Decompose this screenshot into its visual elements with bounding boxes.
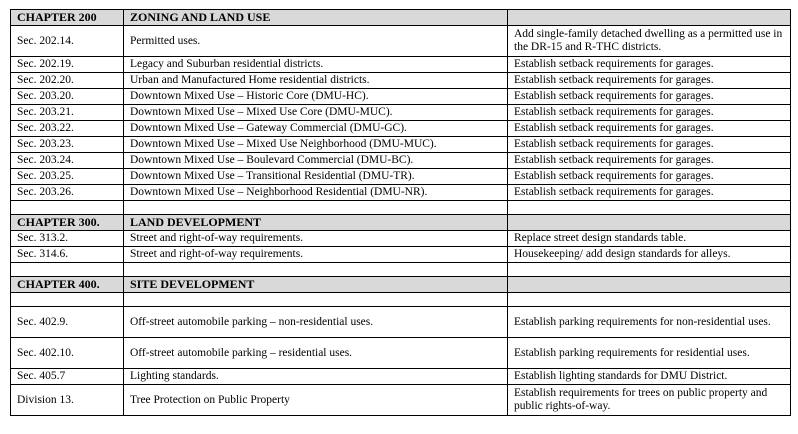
section-description: Downtown Mixed Use – Mixed Use Core (DMU-MUC). [124, 105, 508, 121]
amendment-action: Establish setback requirements for garages. [508, 185, 791, 201]
table-row [11, 185, 791, 201]
section-description: Downtown Mixed Use – Mixed Use Neighborhood (DMU-MUC). [124, 137, 508, 153]
section-description: Downtown Mixed Use – Boulevard Commercial (DMU-BC). [124, 153, 508, 169]
section-number: Sec. 203.21. [11, 105, 124, 121]
section-number: Sec. 402.10. [11, 338, 124, 369]
chapter-number: CHAPTER 300. [11, 215, 124, 231]
code-amendments-table [10, 9, 791, 416]
chapter-title: SITE DEVELOPMENT [124, 277, 508, 293]
table-row [11, 307, 791, 338]
section-number: Sec. 203.23. [11, 137, 124, 153]
table-row [11, 26, 791, 57]
table-row [11, 89, 791, 105]
section-description: Downtown Mixed Use – Neighborhood Residential (DMU-NR). [124, 185, 508, 201]
section-description: Lighting standards. [124, 369, 508, 385]
spacer-row [11, 263, 791, 277]
amendment-action: Establish setback requirements for garages. [508, 89, 791, 105]
section-number: Sec. 313.2. [11, 231, 124, 247]
section-description: Legacy and Suburban residential districts. [124, 57, 508, 73]
section-description: Tree Protection on Public Property [124, 385, 508, 416]
section-description: Permitted uses. [124, 26, 508, 57]
section-number: Sec. 202.20. [11, 73, 124, 89]
amendment-action: Establish setback requirements for garages. [508, 137, 791, 153]
section-number: Sec. 402.9. [11, 307, 124, 338]
section-number: Sec. 405.7 [11, 369, 124, 385]
table-row [11, 338, 791, 369]
amendment-action: Establish lighting standards for DMU District. [508, 369, 791, 385]
amendment-action: Establish setback requirements for garages. [508, 153, 791, 169]
section-description: Street and right-of-way requirements. [124, 247, 508, 263]
section-description: Downtown Mixed Use – Transitional Residential (DMU-TR). [124, 169, 508, 185]
section-description: Downtown Mixed Use – Historic Core (DMU-HC). [124, 89, 508, 105]
section-number: Sec. 203.20. [11, 89, 124, 105]
chapter-header-row [11, 277, 791, 293]
amendment-action: Establish requirements for trees on public property and public rights-of-way. [508, 385, 791, 416]
chapter-header-blank [508, 277, 791, 293]
amendment-action: Establish setback requirements for garages. [508, 73, 791, 89]
section-number: Sec. 203.22. [11, 121, 124, 137]
table-row [11, 73, 791, 89]
chapter-header-row [11, 10, 791, 26]
section-number: Division 13. [11, 385, 124, 416]
section-description: Urban and Manufactured Home residential districts. [124, 73, 508, 89]
section-number: Sec. 202.14. [11, 26, 124, 57]
table-row [11, 153, 791, 169]
table-row [11, 369, 791, 385]
chapter-title: ZONING AND LAND USE [124, 10, 508, 26]
table-row [11, 169, 791, 185]
table-row [11, 105, 791, 121]
table-row [11, 385, 791, 416]
amendment-action: Add single-family detached dwelling as a permitted use in the DR-15 and R-THC districts. [508, 26, 791, 57]
section-description: Downtown Mixed Use – Gateway Commercial (DMU-GC). [124, 121, 508, 137]
amendment-action: Establish setback requirements for garages. [508, 121, 791, 137]
section-description: Street and right-of-way requirements. [124, 231, 508, 247]
amendment-action: Establish setback requirements for garages. [508, 169, 791, 185]
section-number: Sec. 202.19. [11, 57, 124, 73]
amendment-action: Establish setback requirements for garages. [508, 57, 791, 73]
chapter-number: CHAPTER 400. [11, 277, 124, 293]
amendment-action: Establish parking requirements for residential uses. [508, 338, 791, 369]
amendment-action: Establish parking requirements for non-residential uses. [508, 307, 791, 338]
chapter-title: LAND DEVELOPMENT [124, 215, 508, 231]
amendment-action: Housekeeping/ add design standards for alleys. [508, 247, 791, 263]
spacer-row [11, 201, 791, 215]
table-row [11, 57, 791, 73]
table-row [11, 231, 791, 247]
table-row [11, 121, 791, 137]
section-description: Off-street automobile parking – residential uses. [124, 338, 508, 369]
chapter-header-blank [508, 215, 791, 231]
section-number: Sec. 203.24. [11, 153, 124, 169]
chapter-number: CHAPTER 200 [11, 10, 124, 26]
chapter-header-row [11, 215, 791, 231]
section-number: Sec. 203.25. [11, 169, 124, 185]
section-number: Sec. 203.26. [11, 185, 124, 201]
section-description: Off-street automobile parking – non-residential uses. [124, 307, 508, 338]
table-row [11, 247, 791, 263]
chapter-header-blank [508, 10, 791, 26]
amendment-action: Establish setback requirements for garages. [508, 105, 791, 121]
section-number: Sec. 314.6. [11, 247, 124, 263]
spacer-row [11, 293, 791, 307]
table-row [11, 137, 791, 153]
amendment-action: Replace street design standards table. [508, 231, 791, 247]
